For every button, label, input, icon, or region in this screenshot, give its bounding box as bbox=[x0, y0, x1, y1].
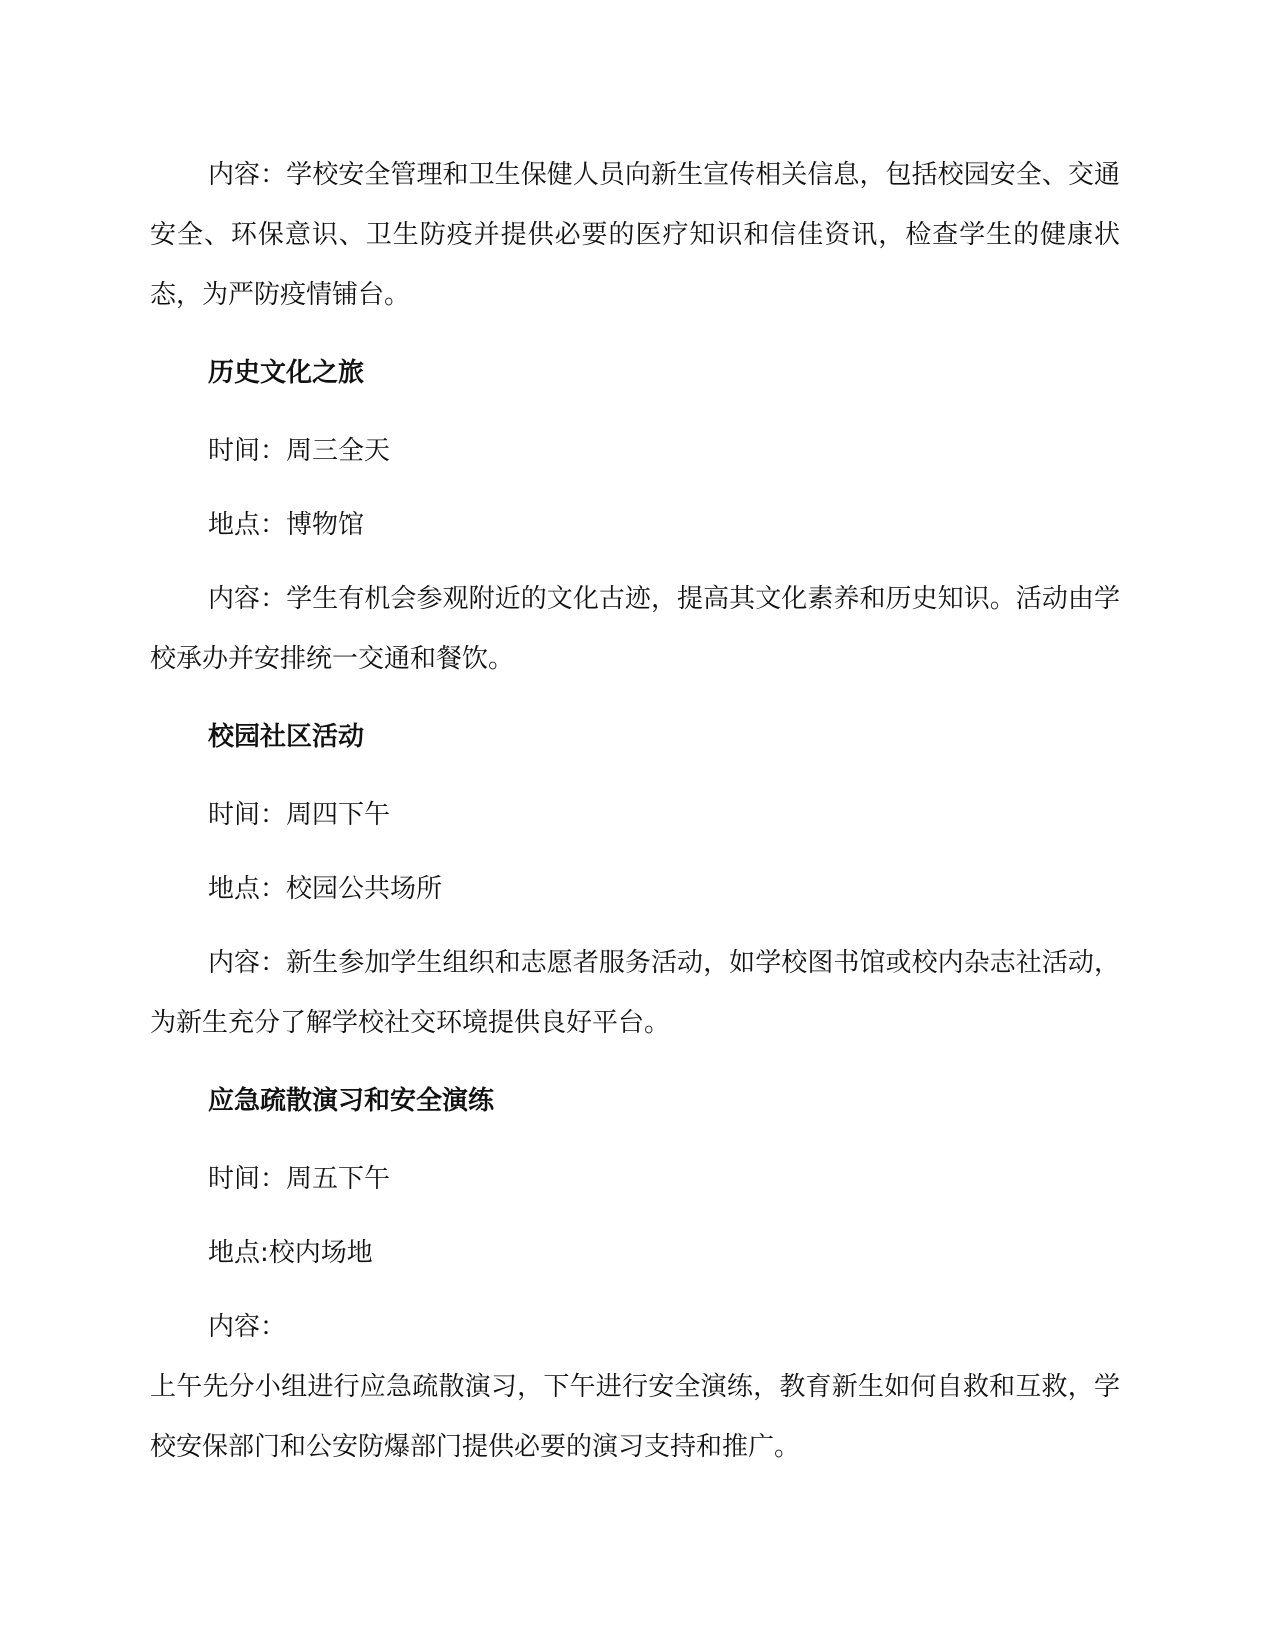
section3-title: 应急疏散演习和安全演练 bbox=[208, 1086, 495, 1116]
section2-title: 校园社区活动 bbox=[208, 722, 365, 752]
section2-time: 时间：周四下午 bbox=[208, 800, 391, 830]
document-body bbox=[150, 145, 1120, 1495]
section3-content-label: 内容： bbox=[208, 1312, 287, 1342]
section2-content: 内容：新生参加学生组织和志愿者服务活动，如学校图书馆或校内杂志社活动，为新生充分了解学校社交环境提供良好平台。 bbox=[150, 948, 1120, 1038]
section2-place: 地点：校园公共场所 bbox=[208, 874, 443, 904]
section1-content: 内容：学生有机会参观附近的文化古迹，提高其文化素养和历史知识。活动由学校承办并安排统一交通和餐饮。 bbox=[150, 584, 1120, 674]
section1-title: 历史文化之旅 bbox=[208, 358, 365, 388]
section1-place: 地点：博物馆 bbox=[208, 510, 365, 540]
section3-place: 地点:校内场地 bbox=[208, 1238, 373, 1268]
section3-content: 上午先分小组进行应急疏散演习，下午进行安全演练，教育新生如何自救和互救，学校安保部门和公安防爆部门提供必要的演习支持和推广。 bbox=[150, 1372, 1120, 1462]
section0-content: 内容：学校安全管理和卫生保健人员向新生宣传相关信息，包括校园安全、交通安全、环保意识、卫生防疫并提供必要的医疗知识和信佳资讯，检查学生的健康状态，为严防疫情铺台。 bbox=[150, 160, 1120, 310]
section1-time: 时间：周三全天 bbox=[208, 436, 391, 466]
section3-time: 时间：周五下午 bbox=[208, 1164, 391, 1194]
